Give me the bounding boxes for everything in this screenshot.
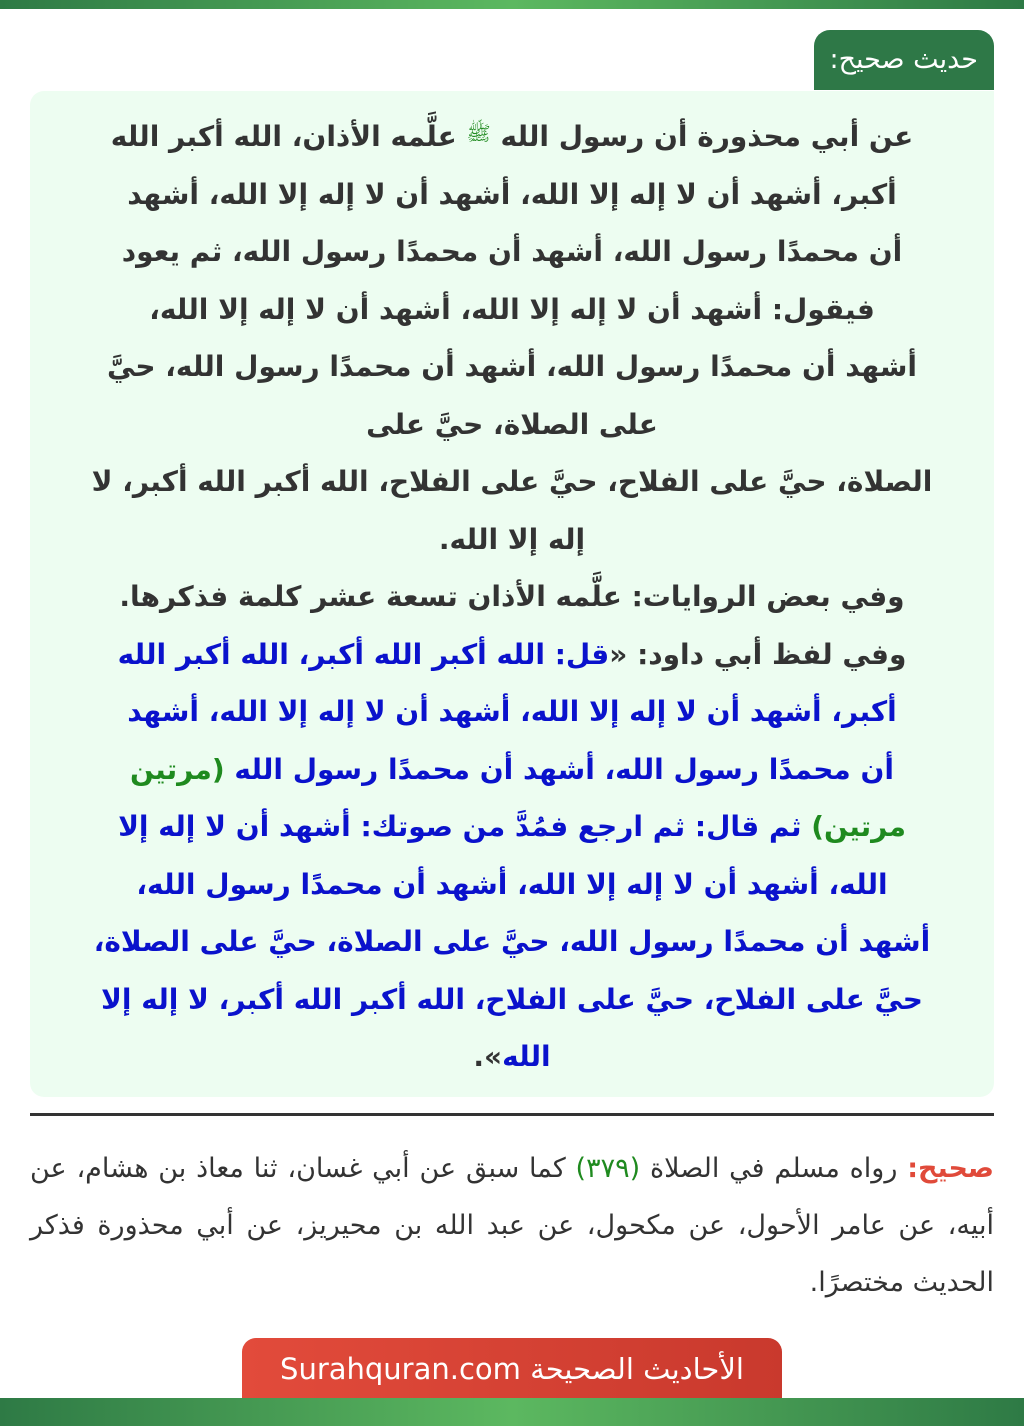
hadith-line [50,798,974,856]
hadith-line [50,511,974,569]
bottom-decorative-bar [0,1398,1024,1426]
hadith-text: أن محمدًا رسول الله، أشهد أن محمدًا رسول الله، ثم يعود [121,235,903,268]
hadith-line [50,856,974,914]
hadith-line [50,166,974,224]
twice-note: مرتين) [811,810,906,843]
hadith-text: ». [473,1040,503,1073]
abu-dawud-quote: حيَّ على الفلاح، حيَّ على الفلاح، الله أكبر الله أكبر، لا إله إلا [101,982,923,1016]
hadith-text: أكبر، أشهد أن لا إله إلا الله، أشهد أن لا إله إلا الله، أشهد [127,177,897,211]
hadith-line [50,683,974,741]
hadith-text: وفي بعض الروايات: علَّمه الأذان تسعة عشر كلمة فذكرها. [119,580,905,613]
hadith-text: إله إلا الله. [438,522,586,556]
hadith-text: وفي لفظ أبي داود: « [609,637,907,671]
hadith-line [50,453,974,511]
hadith-line [50,1028,974,1086]
hadith-text: فيقول: أشهد أن لا إله إلا الله، أشهد أن لا إله إلا الله، [149,292,875,326]
hadith-text: علَّمه الأذان، الله أكبر الله [110,120,467,153]
hadith-text: عن أبي محذورة أن رسول الله [490,120,914,153]
abu-dawud-quote: الله، أشهد أن لا إله إلا الله، أشهد أن محمدًا رسول الله، [136,867,888,901]
hadith-text: أشهد أن محمدًا رسول الله، أشهد أن محمدًا رسول الله، حيَّ [106,350,917,383]
grade-text-after: كما سبق عن أبي غسان، ثنا معاذ بن هشام، عن أبيه، عن عامر الأحول، عن مكحول، عن عبد الله بن محيريز، عن أبي محذورة فذكر الحديث مختصرًا. [30,1153,994,1298]
hadith-line [50,338,974,396]
grade-label: صحيح: [907,1153,995,1184]
top-decorative-bar [0,0,1024,9]
grade-text-before: رواه مسلم في الصلاة [640,1153,908,1184]
hadith-line [50,741,974,799]
section-title-badge: حديث صحيح: [814,30,995,90]
salawat-icon: ﷺ [466,121,491,145]
hadith-line [50,223,974,281]
abu-dawud-quote: أكبر، أشهد أن لا إله إلا الله، أشهد أن لا إله إلا الله، أشهد [127,695,897,728]
site-footer-badge[interactable]: الأحاديث الصحيحة Surahquran.com [242,1338,782,1398]
abu-dawud-quote: ثم قال: ثم ارجع فمُدَّ من صوتك: أشهد أن لا إله إلا [118,810,812,843]
hadith-line [50,913,974,971]
hadith-line [50,396,974,454]
hadith-reference-number: (٣٧٩) [575,1153,641,1184]
twice-note: (مرتين [129,752,225,786]
hadith-text: الصلاة، حيَّ على الفلاح، حيَّ على الفلاح، الله أكبر الله أكبر، لا [91,465,933,498]
hadith-line [50,568,974,626]
hadith-line [50,105,974,166]
abu-dawud-quote: قل: الله أكبر الله أكبر، الله أكبر الله [117,637,610,671]
hadith-text: على الصلاة، حيَّ على [366,407,658,441]
abu-dawud-quote: أشهد أن محمدًا رسول الله، حيَّ على الصلاة، حيَّ على الصلاة، [93,925,931,958]
hadith-text-box [30,91,994,1097]
hadith-line [50,971,974,1029]
divider [30,1113,994,1116]
abu-dawud-quote: أن محمدًا رسول الله، أشهد أن محمدًا رسول الله [224,752,895,786]
hadith-line [50,281,974,339]
grading-paragraph [30,1140,994,1311]
abu-dawud-quote: الله [502,1040,551,1073]
hadith-line [50,626,974,684]
